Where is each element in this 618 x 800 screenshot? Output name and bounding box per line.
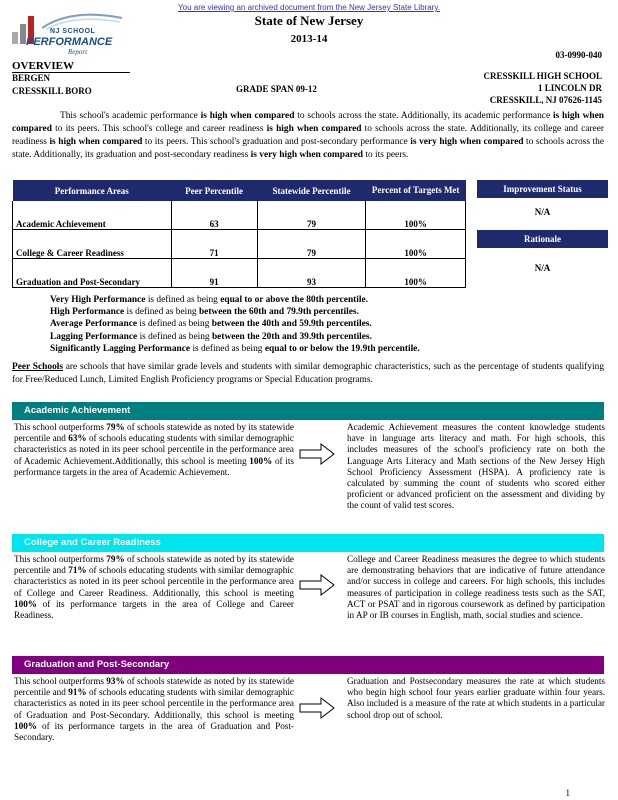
county-name: BERGEN [12, 73, 51, 83]
row-statewide: 79 [257, 230, 366, 259]
row-targets: 100% [366, 259, 466, 288]
col-header-peer: Peer Percentile [171, 180, 257, 201]
section-academic-left-text: This school outperforms 79% of schools statewide as noted by its statewide percentile and 63% of schools educating students with similar demographic characteristics as noted in its peer school percentile in the performance area of Academic Achievement.Additionally, this school is meeting 100% of its performance targets in the area of Academic Achievement. [14, 422, 295, 477]
col-header-areas: Performance Areas [13, 180, 172, 201]
logo-line1: NJ SCHOOL [50, 28, 96, 35]
performance-table [12, 180, 466, 288]
table-row [13, 230, 466, 259]
right-arrow-icon [299, 443, 335, 465]
logo-line2: PERFORMANCE [26, 36, 113, 48]
section-header-graduation: Graduation and Post-Secondary [12, 656, 604, 674]
table-row [13, 259, 466, 288]
rationale-value: N/A [534, 263, 551, 273]
improvement-status-header: Improvement Status [477, 180, 608, 198]
table-row [13, 201, 466, 230]
performance-summary [12, 110, 604, 162]
row-statewide: 93 [257, 259, 366, 288]
report-year: 2013-14 [290, 33, 328, 45]
peer-schools-text: are schools that have similar grade levels and students with similar demographic characteristics, such as the percentage of students qualifying for Free/Reduced Lunch, Limited English Proficiency programs or Special Education programs. [12, 362, 605, 385]
definition-line: Very High Performance is defined as being equal to or above the 80th percentile. [50, 295, 369, 305]
peer-schools-label: Peer Schools [12, 362, 64, 372]
row-targets: 100% [366, 201, 466, 230]
summary-paragraph: This school's academic performance is high when compared to schools across the state. Additionally, its academic performance is high when compared to its peers. This school's college and career readiness is high when compared to schools across the state. Additionally, its college and career readiness is high when compared to its peers. This school's graduation and post-secondary performance is very high when compared to schools across the state. Additionally, its graduation and post-secondary readiness is very high when compared to its peers. [12, 111, 604, 160]
archive-notice-link[interactable]: You are viewing an archived document from the New Jersey State Library. [178, 3, 440, 12]
definition-line: Significantly Lagging Performance is defined as being equal to or below the 19.9th percentile. [50, 343, 420, 354]
section-academic-right-text: Academic Achievement measures the content knowledge students have in language arts literacy and math. For high schools, this includes measures of the school's proficiency rate on both the Language Arts Literacy and Math sections of the New Jersey High School Proficiency Assessment (HSPA). A proficiency rate is calculated by summing the count of students who scored either proficient or advanced proficient on the assessment and dividing by the count of valid test scores. [347, 422, 605, 511]
row-peer: 71 [171, 230, 257, 259]
definition-line: High Performance is defined as being between the 60th and 79.9th percentiles. [50, 307, 359, 318]
section-college-right-text: College and Career Readiness measures the degree to which students are demonstrating behaviors that are indicative of future attendance and/or success in college and careers. For high schools, this includes measures of participation in college readiness tests such as the SAT, ACT or PSAT and in rigorous coursework as defined by participation in AP or IB courses in English, math, social studies and science. [347, 554, 605, 621]
section-graduation-right-text: Graduation and Postsecondary measures the rate at which students who begin high school four years earlier graduate within four years. Also included is a measure of the rate at which students in a particular school drop out of school. [347, 676, 605, 720]
right-arrow-icon [299, 574, 335, 596]
row-peer: 91 [171, 259, 257, 288]
district-name: CRESSKILL BORO [12, 86, 92, 96]
row-peer: 63 [171, 201, 257, 230]
section-header-academic: Academic Achievement [12, 402, 604, 420]
row-area: College & Career Readiness [13, 230, 172, 259]
table-header-row [13, 180, 466, 201]
address-line1: 1 LINCOLN DR [537, 83, 602, 93]
page-number: 1 [565, 788, 570, 798]
col-header-targets: Percent of Targets Met [366, 180, 466, 201]
improvement-status-value: N/A [534, 207, 551, 217]
school-name: CRESSKILL HIGH SCHOOL [483, 71, 602, 81]
peer-schools-note [12, 361, 604, 386]
row-targets: 100% [366, 230, 466, 259]
state-title: State of New Jersey [254, 13, 364, 28]
school-code: 03-0990-040 [555, 50, 602, 60]
logo-line3: Report [68, 48, 88, 56]
row-statewide: 79 [257, 201, 366, 230]
section-header-college: College and Career Readiness [12, 534, 604, 552]
col-header-statewide: Statewide Percentile [257, 180, 366, 201]
row-area: Academic Achievement [13, 201, 172, 230]
performance-definitions [50, 294, 420, 355]
address-line2: CRESSKILL, NJ 07626-1145 [489, 95, 602, 105]
definition-line: Lagging Performance is defined as being between the 20th and 39.9th percentiles. [50, 331, 372, 342]
grade-span: GRADE SPAN 09-12 [236, 84, 317, 94]
section-college-left-text: This school outperforms 79% of schools statewide as noted by its statewide percentile and 71% of schools educating students with similar demographic characteristics as noted in its peer school percentile in the performance area of College and Career Readiness. Additionally, this school is meeting 100% of its performance targets in the area of College and Career Readiness. [14, 554, 295, 621]
row-area: Graduation and Post-Secondary [13, 259, 172, 288]
section-graduation-left-text: This school outperforms 93% of schools statewide as noted by its statewide percentile and 91% of schools educating students with similar demographic characteristics as noted in its peer school percentile in the performance area of Graduation and Post-Secondary. Additionally, this school is meeting 100% of its performance targets in the area of Graduation and Post-Secondary. [14, 676, 295, 743]
overview-heading: OVERVIEW [12, 60, 130, 73]
right-arrow-icon [299, 697, 335, 719]
definition-line: Average Performance is defined as being between the 40th and 59.9th percentiles. [50, 319, 372, 330]
rationale-header: Rationale [477, 230, 608, 248]
school-address-block [483, 62, 602, 106]
